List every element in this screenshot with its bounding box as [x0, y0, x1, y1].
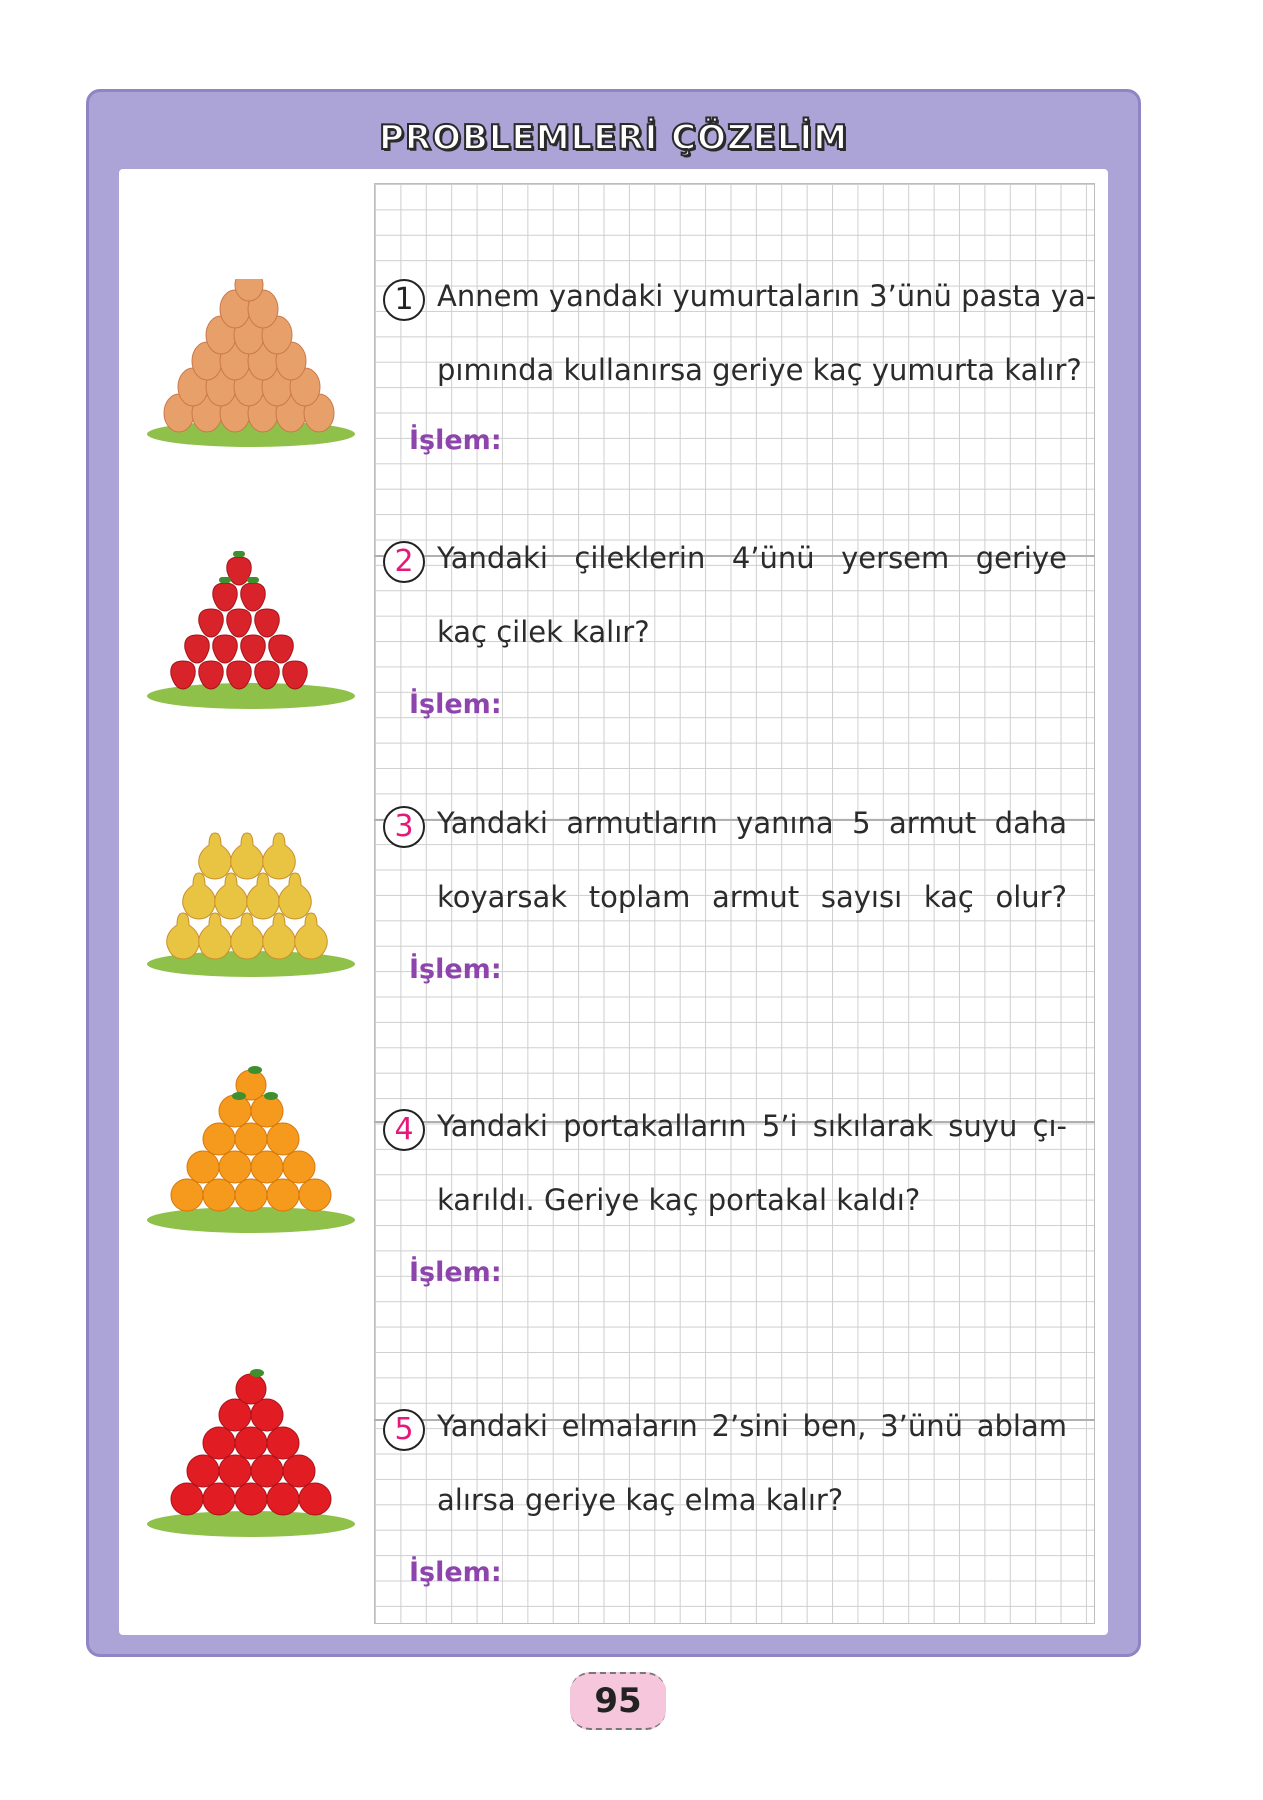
page-number: 95 — [570, 1672, 666, 1730]
problem-text-line: pımında kullanırsa geriye kaç yumurta kalır? — [437, 353, 1082, 387]
islem-label: İşlem: — [409, 1257, 502, 1288]
worksheet-frame — [86, 89, 1141, 1657]
page-title: PROBLEMLERİ ÇÖZELİM — [378, 118, 849, 158]
problem-text-line: kaç çilek kalır? — [437, 615, 650, 649]
problem-number: 1 — [383, 279, 425, 321]
worksheet-paper — [119, 169, 1108, 1635]
apples-pile-image — [143, 1369, 359, 1539]
problem-text-line: karıldı. Geriye kaç portakal kaldı? — [437, 1183, 921, 1217]
problem-text-line: koyarsak toplam armut sayısı kaç olur? — [437, 880, 1067, 914]
problem-number: 4 — [383, 1109, 425, 1151]
strawberries-pile-image — [143, 541, 359, 711]
problem-text-line: Yandaki portakalların 5’i sıkılarak suyu çı- — [437, 1109, 1067, 1143]
islem-label: İşlem: — [409, 425, 502, 456]
islem-label: İşlem: — [409, 689, 502, 720]
problem-text-line: Yandaki elmaların 2’sini ben, 3’ünü ablam — [437, 1409, 1067, 1443]
problem-number: 2 — [383, 541, 425, 583]
islem-label: İşlem: — [409, 1557, 502, 1588]
problem-number: 5 — [383, 1409, 425, 1451]
pears-pile-image — [143, 809, 359, 979]
eggs-pile-image — [143, 279, 359, 449]
islem-label: İşlem: — [409, 954, 502, 985]
problem-text-line: Yandaki çileklerin 4’ünü yersem geriye — [437, 541, 1067, 575]
problem-text-line: alırsa geriye kaç elma kalır? — [437, 1483, 844, 1517]
problem-text-line: Yandaki armutların yanına 5 armut daha — [437, 806, 1067, 840]
problem-text-line: Annem yandaki yumurtaların 3’ünü pasta ya- — [437, 279, 1097, 313]
problem-number: 3 — [383, 806, 425, 848]
oranges-pile-image — [143, 1065, 359, 1235]
